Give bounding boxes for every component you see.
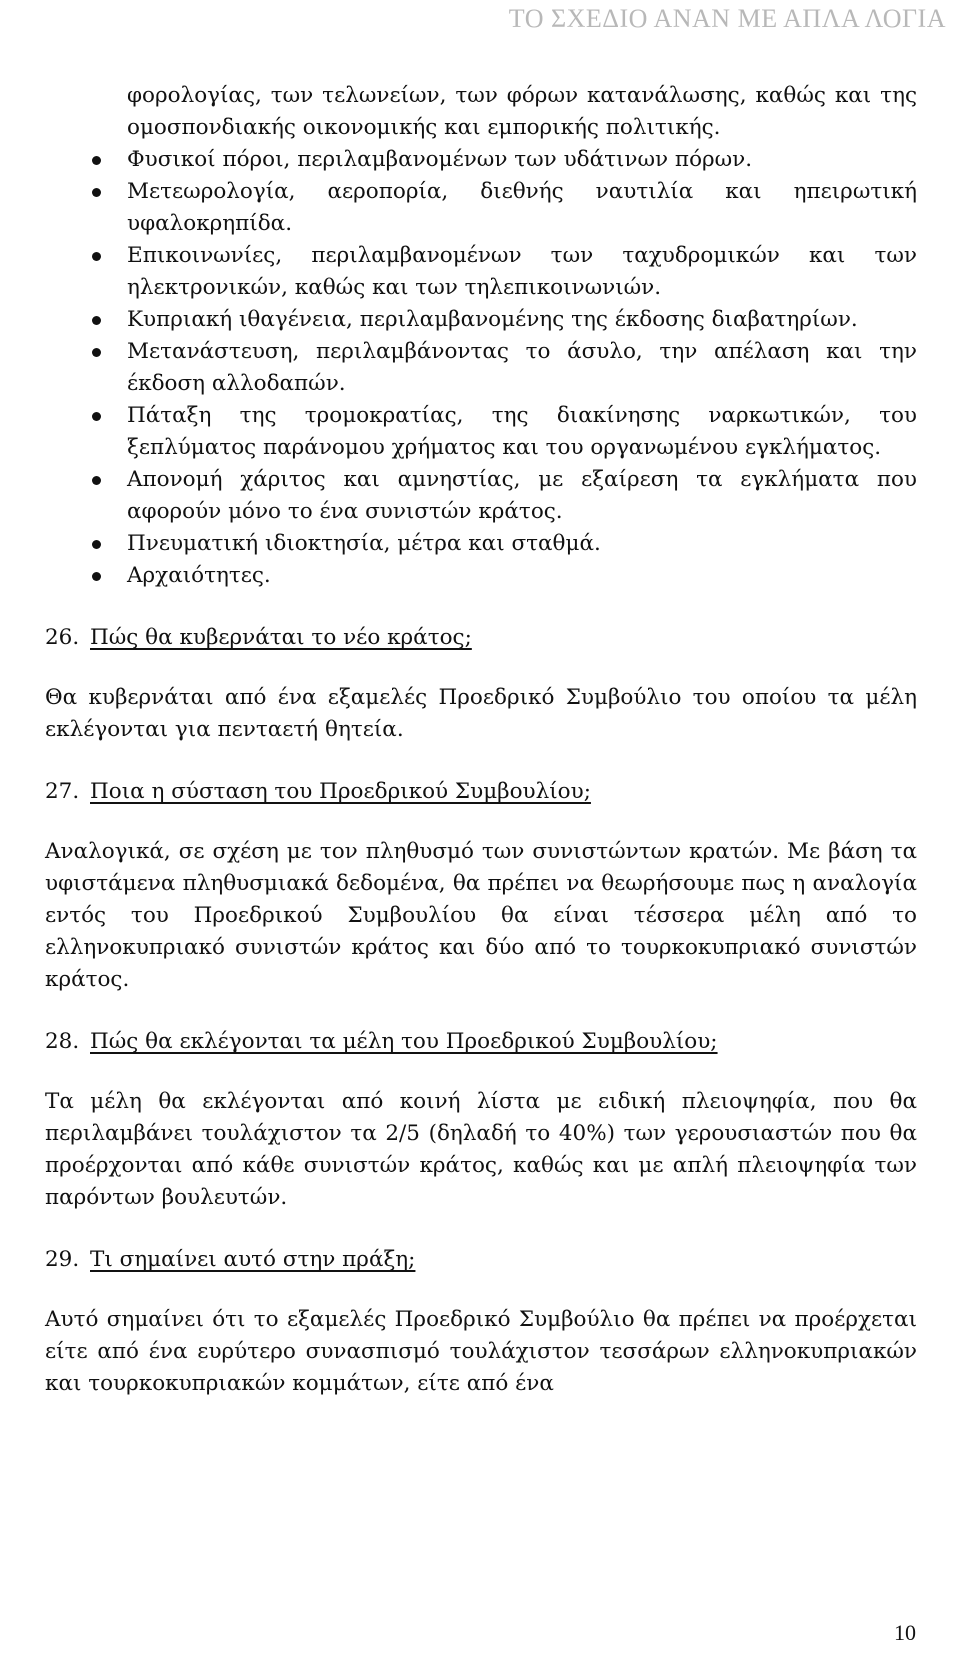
bullet-item: [127, 144, 917, 176]
bullet-icon: [92, 316, 101, 325]
bullet-icon: [92, 156, 101, 165]
bullet-item: [127, 304, 917, 336]
section-28: [45, 1026, 917, 1214]
answer-paragraph: Τα μέλη θα εκλέγονται από κοινή λίστα με ειδική πλειοψηφία, που θα περιλαμβάνει τουλάχιστον τα 2/5 (δηλαδή το 40%) των γερουσιαστών που θα προέρχονται από κάθε συνιστών κράτος, καθώς και με απλή πλειοψηφία των παρόντων βουλευτών.: [45, 1089, 917, 1210]
question-number: 27.: [45, 779, 80, 804]
question-heading: [45, 1244, 917, 1276]
bullet-icon: [92, 252, 101, 261]
bullet-text: Μετεωρολογία, αεροπορία, διεθνής ναυτιλία και ηπειρωτική υφαλοκρηπίδα.: [127, 179, 917, 236]
bullet-item: [127, 240, 917, 304]
bullet-text: Μετανάστευση, περιλαμβάνοντας το άσυλο, την απέλαση και την έκδοση αλλοδαπών.: [127, 339, 917, 396]
page-number: 10: [894, 1620, 916, 1645]
answer-paragraph: Αυτό σημαίνει ότι το εξαμελές Προεδρικό Συμβούλιο θα πρέπει να προέρχεται είτε από ένα ευρύτερο συνασπισμό τουλάχιστον τεσσάρων ελληνοκυπριακών και τουρκοκυπριακών κομμάτων, είτε από ένα: [45, 1307, 917, 1396]
section-27: [45, 776, 917, 996]
question-heading: [45, 622, 917, 654]
question-title: Τι σημαίνει αυτό στην πράξη;: [90, 1247, 416, 1272]
answer-paragraph: Θα κυβερνάται από ένα εξαμελές Προεδρικό Συμβούλιο του οποίου τα μέλη εκλέγονται για πενταετή θητεία.: [45, 685, 917, 742]
question-heading: [45, 1026, 917, 1058]
bullet-item: [127, 464, 917, 528]
bullet-text: Κυπριακή ιθαγένεια, περιλαμβανομένης της έκδοσης διαβατηρίων.: [127, 307, 858, 332]
section-26: [45, 622, 917, 746]
section-29: [45, 1244, 917, 1400]
bullet-icon: [92, 348, 101, 357]
bullet-item: [127, 528, 917, 560]
bullet-item: [127, 400, 917, 464]
bullet-icon: [92, 412, 101, 421]
continuation-paragraph: φορολογίας, των τελωνείων, των φόρων κατανάλωσης, καθώς και της ομοσπονδιακής οικονομικής και εμπορικής πολιτικής.: [127, 83, 917, 140]
question-number: 29.: [45, 1247, 80, 1272]
question-title: Πώς θα κυβερνάται το νέο κράτος;: [90, 625, 472, 650]
bullet-icon: [92, 540, 101, 549]
bullet-text: Αρχαιότητες.: [127, 563, 271, 588]
question-number: 28.: [45, 1029, 80, 1054]
question-number: 26.: [45, 625, 80, 650]
running-header-title: ΤΟ ΣΧΕΔΙΟ ΑΝΑΝ ΜΕ ΑΠΛΑ ΛΟΓΙΑ: [508, 4, 946, 33]
question-heading: [45, 776, 917, 808]
answer-paragraph: Αναλογικά, σε σχέση με τον πληθυσμό των συνιστώντων κρατών. Με βάση τα υφιστάμενα πληθυσμιακά δεδομένα, θα πρέπει να θεωρήσουμε πως η αναλογία εντός του Προεδρικού Συμβουλίου θα είναι τέσσερα μέλη από το ελληνοκυπριακό συνιστών κράτος και δύο από το τουρκοκυπριακό συνιστών κράτος.: [45, 839, 917, 992]
bullet-item: [127, 176, 917, 240]
question-title: Ποια η σύσταση του Προεδρικού Συμβουλίου;: [90, 779, 591, 804]
competences-bullet-list: [45, 144, 917, 592]
bullet-text: Επικοινωνίες, περιλαμβανομένων των ταχυδρομικών και των ηλεκτρονικών, καθώς και των τηλεπικοινωνιών.: [127, 243, 917, 300]
question-title: Πώς θα εκλέγονται τα μέλη του Προεδρικού Συμβουλίου;: [90, 1029, 718, 1054]
page-content: [45, 80, 917, 1400]
bullet-item: [127, 336, 917, 400]
bullet-text: Πάταξη της τρομοκρατίας, της διακίνησης ναρκωτικών, του ξεπλύματος παράνομου χρήματος και του οργανωμένου εγκλήματος.: [127, 403, 917, 460]
bullet-item: [127, 560, 917, 592]
bullet-icon: [92, 188, 101, 197]
bullet-icon: [92, 476, 101, 485]
bullet-text: Απονομή χάριτος και αμνηστίας, με εξαίρεση τα εγκλήματα που αφορούν μόνο το ένα συνιστών κράτος.: [127, 467, 917, 524]
bullet-text: Φυσικοί πόροι, περιλαμβανομένων των υδάτινων πόρων.: [127, 147, 753, 172]
bullet-text: Πνευματική ιδιοκτησία, μέτρα και σταθμά.: [127, 531, 601, 556]
bullet-icon: [92, 572, 101, 581]
